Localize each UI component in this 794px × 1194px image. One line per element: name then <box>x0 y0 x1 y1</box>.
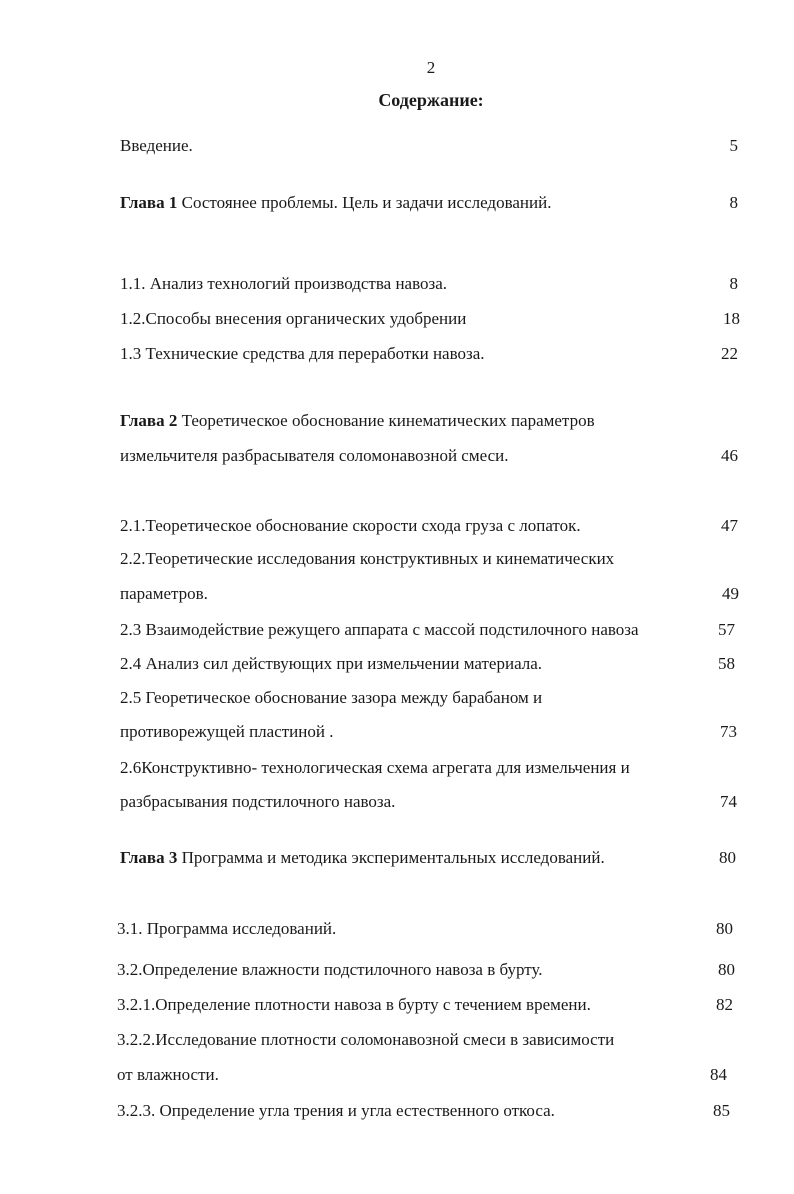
toc-page-number: 8 <box>729 274 738 293</box>
toc-entry-text: 2.3 Взаимодействие режущего аппарата с массой подстилочного навоза <box>120 620 639 639</box>
toc-page-number: 47 <box>721 516 738 535</box>
toc-page-number: 57 <box>718 620 735 639</box>
chapter-label: Глава 1 <box>120 193 178 212</box>
toc-entry-text: 3.2.1.Определение плотности навоза в бурту с течением времени. <box>117 995 591 1014</box>
toc-page-number: 80 <box>716 919 733 938</box>
toc-entry <box>117 918 336 940</box>
toc-entry-text: Программа и методика экспериментальных исследований. <box>181 848 605 867</box>
toc-entry-text: Теоретическое обоснование кинематических параметров <box>181 411 595 430</box>
chapter-label: Глава 3 <box>120 848 178 867</box>
toc-entry-text: 2.6Конструктивно- технологическая схема агрегата для измельчения и <box>120 758 630 777</box>
toc-entry <box>120 548 614 570</box>
toc-page-number: 18 <box>723 309 740 328</box>
toc-entry <box>120 687 542 709</box>
toc-entry <box>120 619 639 641</box>
page-title: Содержание: <box>378 90 484 110</box>
toc-entry <box>120 653 542 675</box>
toc-entry-text: Введение. <box>120 136 193 155</box>
toc-page-number: 80 <box>719 848 736 867</box>
toc-entry <box>120 308 466 330</box>
toc-entry-text: 3.2.2.Исследование плотности соломонавозной смеси в зависимости <box>117 1030 615 1049</box>
toc-page-number: 8 <box>729 193 738 212</box>
toc-entry <box>120 445 508 467</box>
toc-entry <box>120 847 605 869</box>
toc-entry <box>117 959 543 981</box>
toc-page-number: 84 <box>710 1065 727 1084</box>
toc-entry <box>120 721 333 743</box>
toc-entry-text: 1.2.Способы внесения органических удобрении <box>120 309 467 328</box>
toc-entry <box>120 135 193 157</box>
toc-entry-text: 2.2.Теоретические исследования конструктивных и кинематических <box>120 549 615 568</box>
toc-entry-text: 3.2.Определение влажности подстилочного навоза в бурту. <box>117 960 543 979</box>
toc-entry <box>120 583 208 605</box>
toc-entry <box>117 1029 614 1051</box>
toc-entry <box>120 410 595 432</box>
toc-page-number: 49 <box>722 584 739 603</box>
toc-entry-text: 2.5 Георетическое обоснование зазора между барабаном и <box>120 688 543 707</box>
toc-page-number: 58 <box>718 654 735 673</box>
toc-page-number: 46 <box>721 446 738 465</box>
toc-entry-text: противорежущей пластиной . <box>120 722 334 741</box>
toc-page-number: 73 <box>720 722 737 741</box>
toc-entry-text: 2.1.Теоретическое обоснование скорости схода груза с лопаток. <box>120 516 581 535</box>
toc-page-number: 82 <box>716 995 733 1014</box>
toc-entry <box>117 994 591 1016</box>
toc-entry <box>120 515 581 537</box>
chapter-label: Глава 2 <box>120 411 178 430</box>
toc-entry-text: 1.1. Анализ технологий производства навоза. <box>120 274 448 293</box>
toc-entry <box>120 791 395 813</box>
toc-entry-text: измельчителя разбрасывателя соломонавозной смеси. <box>120 446 509 465</box>
toc-entry <box>117 1100 555 1122</box>
toc-page-number: 5 <box>729 136 738 155</box>
toc-entry <box>120 757 630 779</box>
toc-entry-text: параметров. <box>120 584 208 603</box>
toc-page-number: 74 <box>720 792 737 811</box>
toc-entry-text: 3.2.3. Определение угла трения и угла естественного откоса. <box>117 1101 555 1120</box>
toc-page-number: 80 <box>718 960 735 979</box>
toc-entry-text: Состоянее проблемы. Цель и задачи исследований. <box>181 193 552 212</box>
toc-entry <box>120 192 551 214</box>
toc-entry-text: 2.4 Анализ сил действующих при измельчении материала. <box>120 654 543 673</box>
toc-entry-text: 1.3 Технические средства для переработки навоза. <box>120 344 485 363</box>
toc-entry <box>117 1064 219 1086</box>
toc-entry <box>120 343 485 365</box>
page-number: 2 <box>426 58 436 77</box>
toc-page-number: 85 <box>713 1101 730 1120</box>
toc-entry-text: 3.1. Программа исследований. <box>117 919 337 938</box>
toc-entry <box>120 273 447 295</box>
toc-page-number: 22 <box>721 344 738 363</box>
toc-entry-text: от влажности. <box>117 1065 219 1084</box>
toc-entry-text: разбрасывания подстилочного навоза. <box>120 792 396 811</box>
